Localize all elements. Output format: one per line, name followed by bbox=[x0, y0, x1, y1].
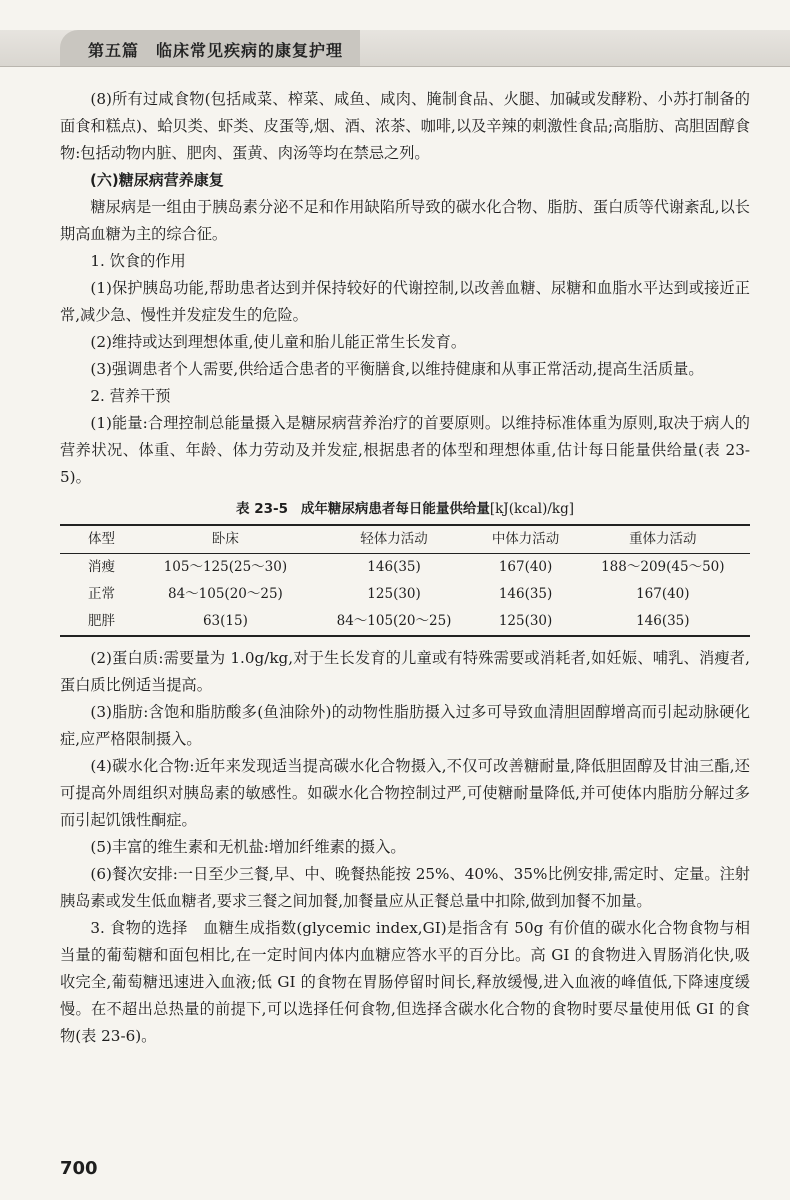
page-number: 700 bbox=[60, 1158, 98, 1179]
col-header: 重体力活动 bbox=[629, 531, 697, 547]
subheading-diet-role: 1. 饮食的作用 bbox=[90, 252, 186, 270]
paragraph-fat: (3)脂肪:含饱和脂肪酸多(鱼油除外)的动物性脂肪摄入过多可导致血清胆固醇增高而引起动脉硬化症,应严格限制摄入。 bbox=[60, 703, 750, 748]
col-header: 轻体力活动 bbox=[360, 531, 428, 547]
col-header: 卧床 bbox=[211, 531, 239, 547]
table-cell: 167(40) bbox=[498, 559, 553, 575]
table-cell: 63(15) bbox=[202, 613, 248, 629]
table-cell: 肥胖 bbox=[88, 613, 115, 629]
col-header: 中体力活动 bbox=[491, 531, 560, 547]
table-number: 表 23-5 bbox=[236, 501, 288, 517]
section-heading-diabetes: (六)糖尿病营养康复 bbox=[90, 171, 224, 189]
subheading-nutrition-intervention: 2. 营养干预 bbox=[90, 387, 171, 405]
table-cell: 125(30) bbox=[498, 613, 553, 629]
paragraph-vitamins: (5)丰富的维生素和无机盐:增加纤维素的摄入。 bbox=[90, 838, 406, 856]
table-unit: [kJ(kcal)/kg] bbox=[489, 501, 574, 517]
paragraph-energy: (1)能量:合理控制总能量摄入是糖尿病营养治疗的首要原则。以维持标准体重为原则,取决于病人的营养状况、体重、年龄、体力劳动及并发症,根据患者的体型和理想体重,估计每日能量供给量(表 23-5)。 bbox=[60, 414, 750, 486]
table-cell: 146(35) bbox=[367, 559, 421, 575]
table-cell: 188～209(45～50) bbox=[601, 559, 725, 575]
header-title: 第五篇 临床常见疾病的康复护理 bbox=[88, 41, 344, 60]
table-row bbox=[60, 581, 750, 608]
col-header: 体型 bbox=[88, 531, 115, 547]
table-title: 成年糖尿病患者每日能量供给量 bbox=[300, 501, 490, 517]
table-cell: 84～105(20～25) bbox=[336, 613, 452, 629]
paragraph-diabetes-definition: 糖尿病是一组由于胰岛素分泌不足和作用缺陷所导致的碳水化合物、脂肪、蛋白质等代谢紊乱,以长期高血糖为主的综合征。 bbox=[60, 198, 750, 243]
table-cell: 105～125(25～30) bbox=[163, 559, 288, 575]
paragraph-role-1: (1)保护胰岛功能,帮助患者达到并保持较好的代谢控制,以改善血糖、尿糖和血脂水平达到或接近正常,减少急、慢性并发症发生的危险。 bbox=[60, 279, 750, 324]
running-header bbox=[0, 30, 790, 67]
table-cell: 84～105(20～25) bbox=[167, 586, 283, 602]
paragraph-role-3: (3)强调患者个人需要,供给适合患者的平衡膳食,以维持健康和从事正常活动,提高生活质量。 bbox=[90, 360, 704, 378]
paragraph-food-selection: 3. 食物的选择 血糖生成指数(glycemic index,GI)是指含有 50g 有价值的碳水化合物食物与相当量的葡萄糖和面包相比,在一定时间内体内血糖应答水平的百分比。高 GI 的食物进入胃肠消化快,吸收完全,葡萄糖迅速进入血液;低 GI 的食物在胃肠停留时间长,释放缓慢,进入血液的峰值低,下降速度缓慢。在不超出总热量的前提下,可以选择任何食物,但选择含碳水化合物的食物时要尽量使用低 GI 的食物(表 23-6)。 bbox=[60, 919, 750, 1045]
table-cell: 146(35) bbox=[498, 586, 553, 602]
table-caption bbox=[60, 498, 750, 520]
table-cell: 146(35) bbox=[636, 613, 690, 629]
table-cell: 167(40) bbox=[636, 586, 690, 602]
paragraph-carbohydrate: (4)碳水化合物:近年来发现适当提高碳水化合物摄入,不仅可改善糖耐量,降低胆固醇及甘油三酯,还可提高外周组织对胰岛素的敏感性。如碳水化合物控制过严,可使糖耐量降低,并可使体内脂肪分解过多而引起饥饿性酮症。 bbox=[60, 757, 750, 829]
paragraph-forbidden-foods: (8)所有过咸食物(包括咸菜、榨菜、咸鱼、咸肉、腌制食品、火腿、加碱或发酵粉、小苏打制备的面食和糕点)、蛤贝类、虾类、皮蛋等,烟、酒、浓茶、咖啡,以及辛辣的刺激性食品;高脂肪、高胆固醇食物:包括动物内脏、肥肉、蛋黄、肉汤等均在禁忌之列。 bbox=[60, 90, 750, 162]
table-header-row bbox=[60, 525, 750, 554]
paragraph-role-2: (2)维持或达到理想体重,使儿童和胎儿能正常生长发育。 bbox=[90, 333, 467, 351]
table-cell: 125(30) bbox=[367, 586, 421, 602]
paragraph-meal-schedule: (6)餐次安排:一日至少三餐,早、中、晚餐热能按 25%、40%、35%比例安排,需定时、定量。注射胰岛素或发生低血糖者,要求三餐之间加餐,加餐量应从正餐总量中扣除,做到加餐不加量。 bbox=[60, 865, 750, 910]
paragraph-protein: (2)蛋白质:需要量为 1.0g/kg,对于生长发育的儿童或有特殊需要或消耗者,如妊娠、哺乳、消瘦者,蛋白质比例适当提高。 bbox=[60, 649, 750, 694]
table-cell: 消瘦 bbox=[88, 559, 115, 575]
table-row bbox=[60, 608, 750, 636]
table-row bbox=[60, 554, 750, 582]
page-body bbox=[60, 86, 750, 1050]
energy-supply-table bbox=[60, 524, 750, 637]
table-cell: 正常 bbox=[88, 586, 115, 602]
